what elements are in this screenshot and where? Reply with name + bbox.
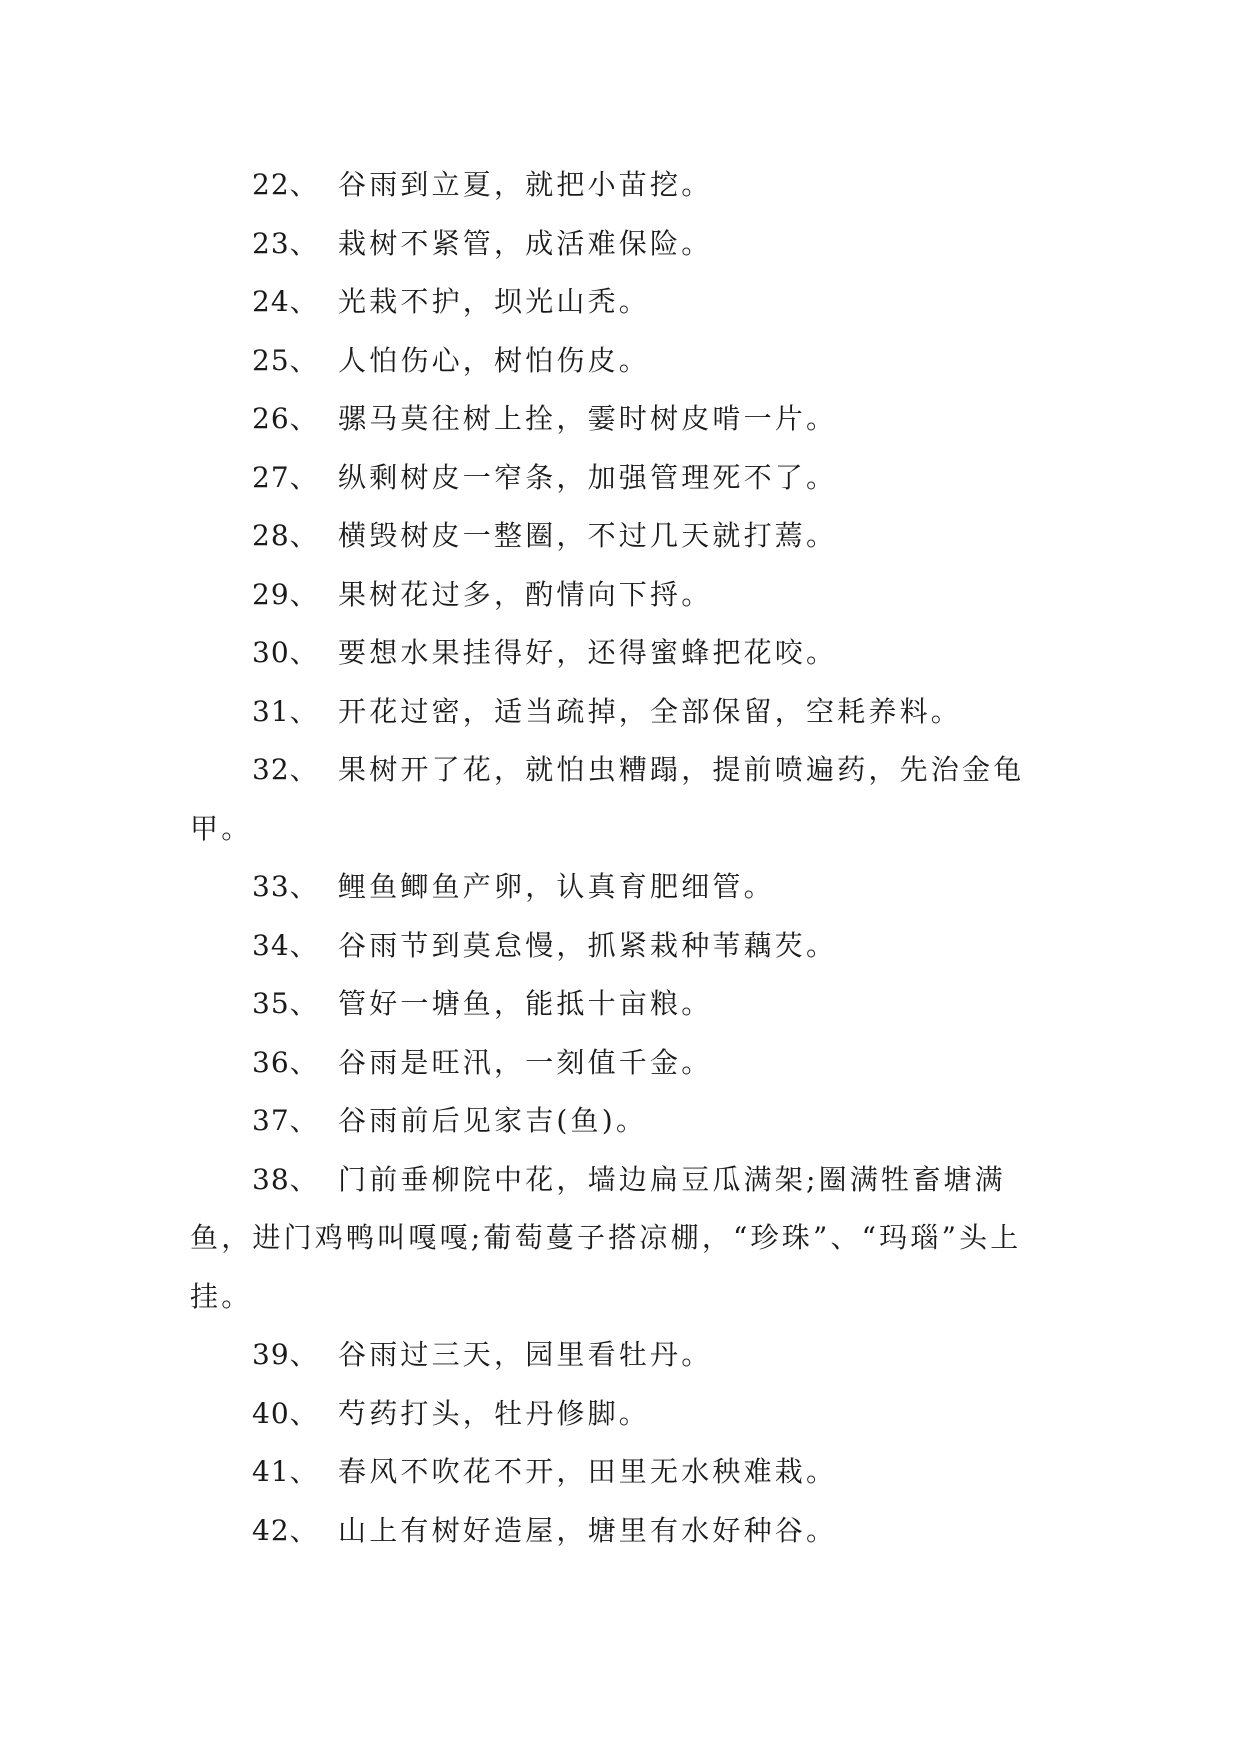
list-item	[190, 624, 1052, 683]
item-number: 40、	[252, 1396, 319, 1430]
item-text: 谷雨是旺汛，一刻值千金。	[338, 1045, 713, 1079]
item-text: 横毁树皮一整圈，不过几天就打蔫。	[338, 519, 838, 552]
proverb-list	[190, 156, 1052, 1560]
list-item	[190, 1326, 1052, 1385]
item-text: 果树花过多，酌情向下捋。	[338, 577, 713, 611]
list-item	[190, 215, 1052, 274]
list-item	[190, 683, 1052, 742]
list-item	[190, 1502, 1052, 1561]
list-item	[190, 390, 1052, 449]
item-text: 开花过密，适当疏掉，全部保留，空耗养料。	[338, 694, 963, 728]
list-item	[190, 566, 1052, 625]
item-number: 36、	[252, 1045, 319, 1079]
list-item	[190, 1151, 1052, 1327]
item-number: 34、	[252, 928, 319, 962]
item-number: 38、	[252, 1162, 319, 1196]
item-text: 纵剩树皮一窄条，加强管理死不了。	[338, 460, 838, 494]
item-text: 鲤鱼鲫鱼产卵，认真育肥细管。	[338, 870, 775, 903]
item-text: 山上有树好造屋，塘里有水好种谷。	[338, 1513, 838, 1547]
item-text: 骡马莫往树上拴，霎时树皮啃一片。	[338, 402, 838, 435]
item-text: 果树开了花，就怕虫糟蹋，提前喷遍药，先治金龟甲。	[190, 753, 1025, 845]
list-item	[190, 1443, 1052, 1502]
item-number: 29、	[252, 577, 319, 611]
item-text: 谷雨节到莫怠慢，抓紧栽种苇藕芡。	[338, 928, 838, 962]
item-text: 谷雨过三天，园里看牡丹。	[338, 1338, 713, 1371]
item-number: 27、	[252, 460, 319, 494]
list-item	[190, 975, 1052, 1034]
item-number: 23、	[252, 226, 319, 260]
list-item	[190, 332, 1052, 391]
item-text: 春风不吹花不开，田里无水秧难栽。	[338, 1455, 838, 1488]
item-number: 39、	[252, 1338, 319, 1371]
item-number: 24、	[252, 285, 319, 318]
list-item	[190, 1385, 1052, 1444]
list-item	[190, 741, 1052, 858]
item-text: 光栽不护，坝光山秃。	[338, 285, 651, 318]
item-text: 谷雨前后见家吉(鱼)。	[338, 1104, 648, 1137]
item-number: 25、	[252, 343, 319, 377]
item-number: 41、	[252, 1455, 319, 1488]
list-item	[190, 1034, 1052, 1093]
item-number: 35、	[252, 987, 319, 1020]
list-item	[190, 507, 1052, 566]
item-number: 28、	[252, 519, 319, 552]
item-text: 芍药打头，牡丹修脚。	[338, 1396, 651, 1430]
list-item	[190, 917, 1052, 976]
item-number: 31、	[252, 694, 319, 728]
item-text: 管好一塘鱼，能抵十亩粮。	[338, 987, 713, 1020]
list-item	[190, 1092, 1052, 1151]
list-item	[190, 273, 1052, 332]
item-text: 人怕伤心，树怕伤皮。	[338, 343, 651, 377]
item-number: 22、	[252, 168, 319, 201]
item-text: 谷雨到立夏，就把小苗挖。	[338, 168, 713, 201]
item-text: 要想水果挂得好，还得蜜蜂把花咬。	[338, 636, 838, 669]
item-number: 42、	[252, 1513, 319, 1547]
list-item	[190, 156, 1052, 215]
item-number: 33、	[252, 870, 319, 903]
list-item	[190, 449, 1052, 508]
item-text: 栽树不紧管，成活难保险。	[338, 226, 713, 260]
list-item	[190, 858, 1052, 917]
item-number: 26、	[252, 402, 319, 435]
item-number: 37、	[252, 1104, 319, 1137]
item-text: 门前垂柳院中花，墙边扁豆瓜满架;圈满牲畜塘满鱼，进门鸡鸭叫嘎嘎;葡萄蔓子搭凉棚，“珍珠”、“玛瑙”头上挂。	[190, 1162, 1022, 1313]
item-number: 32、	[252, 753, 319, 786]
item-number: 30、	[252, 636, 319, 669]
